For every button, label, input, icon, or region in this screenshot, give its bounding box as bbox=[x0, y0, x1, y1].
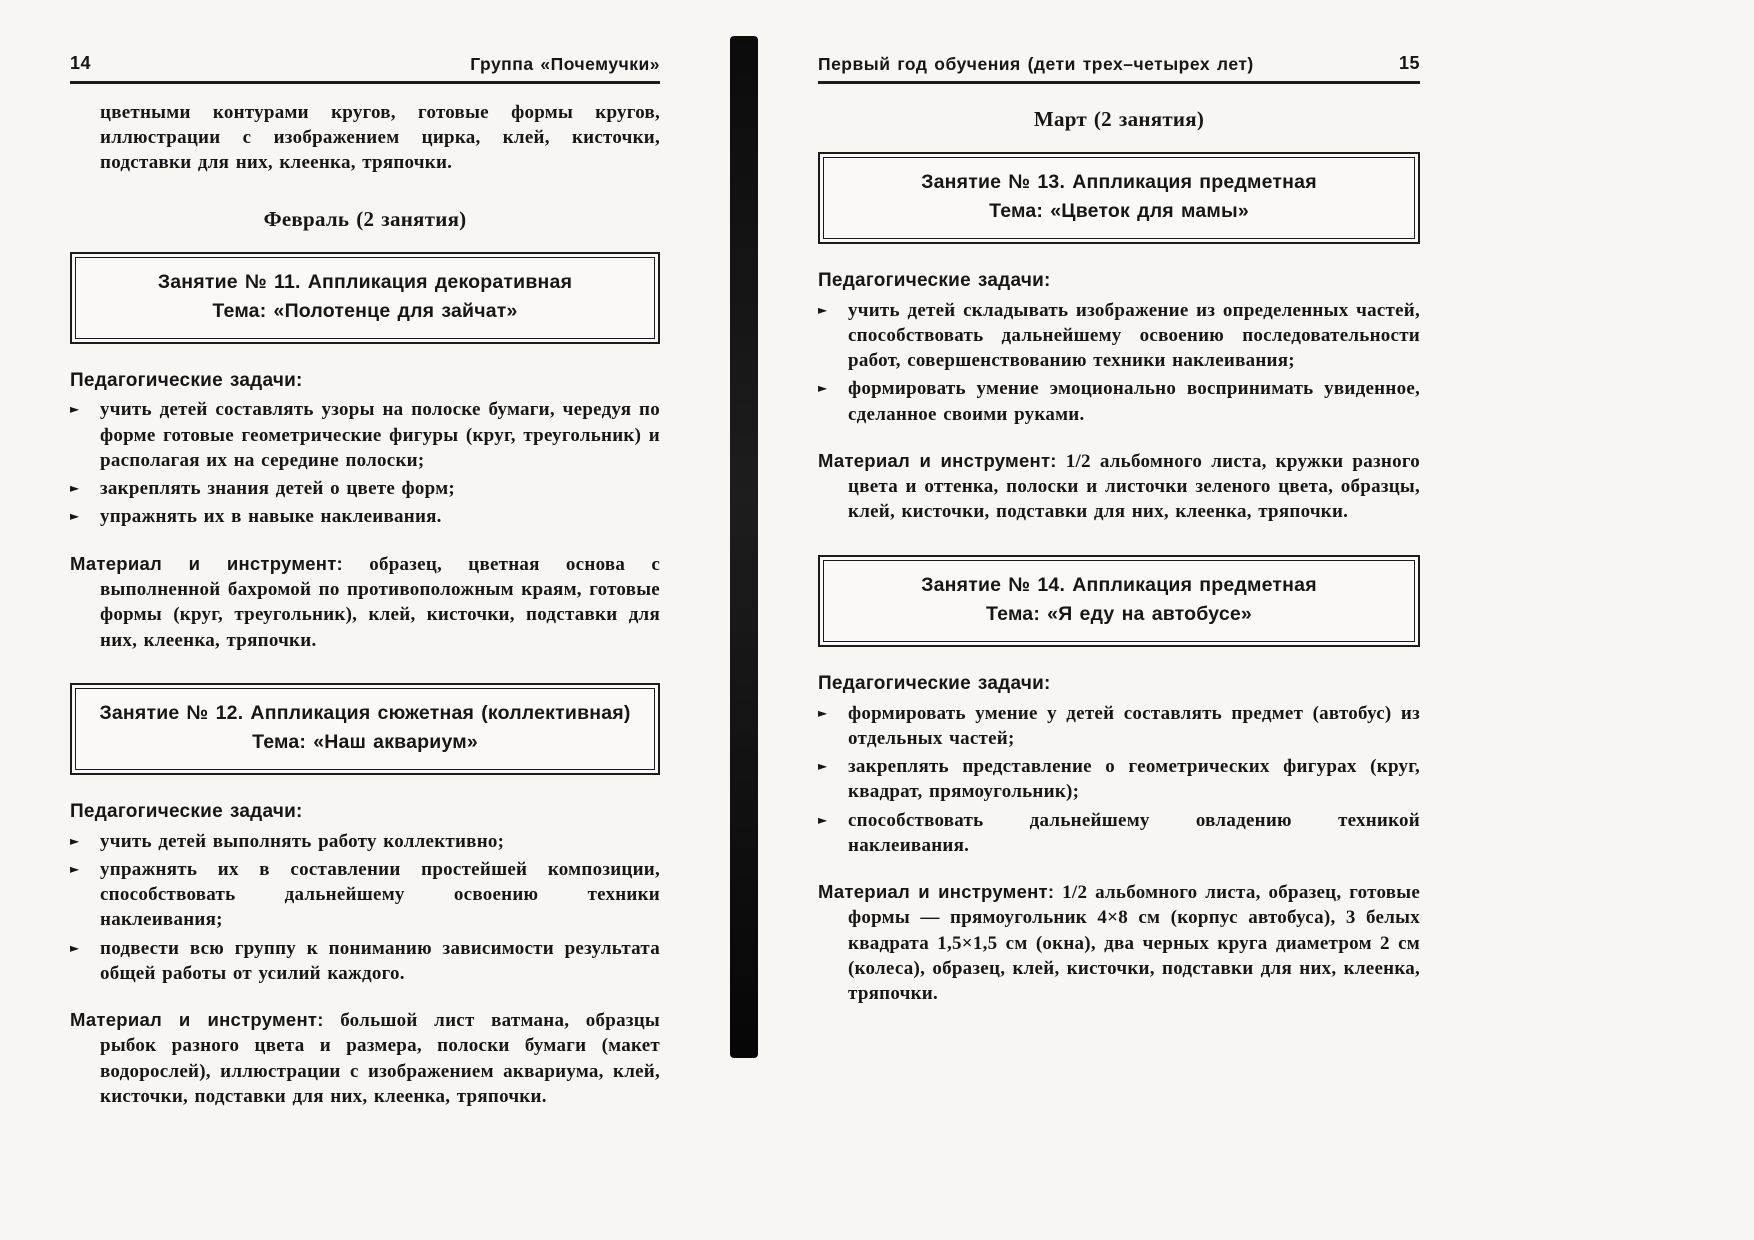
task-text: формировать умение у детей составлять предмет (автобус) из отдельных частей; bbox=[848, 702, 1420, 749]
task-item bbox=[70, 936, 660, 987]
materials-paragraph bbox=[818, 880, 1420, 1006]
task-text: упражнять их в составлении простейшей композиции, способствовать дальнейшему освоению техники наклеивания; bbox=[100, 858, 660, 931]
page-right bbox=[818, 52, 1420, 1006]
lesson-box-inner bbox=[75, 688, 655, 771]
triangle-bullet-icon: ► bbox=[818, 759, 828, 774]
tasks-list bbox=[818, 701, 1420, 859]
task-item bbox=[70, 476, 660, 501]
task-text: упражнять их в навыке наклеивания. bbox=[100, 506, 442, 528]
tasks-list bbox=[818, 298, 1420, 427]
task-item bbox=[70, 397, 660, 473]
triangle-bullet-icon: ► bbox=[818, 302, 828, 317]
month-heading: Март (2 занятия) bbox=[1033, 106, 1205, 131]
page-number: 15 bbox=[1398, 53, 1420, 73]
page-header-right bbox=[818, 52, 1420, 84]
task-text: формировать умение эмоционально воспринимать увиденное, сделанное своими руками. bbox=[848, 378, 1420, 425]
materials-text: большой лист ватмана, образцы рыбок разного цвета и размера, полоски бумаги (макет водорослей), иллюстрации с изображением аквариума, клей, кисточки, подставки для них, клеенка, тряпочки. bbox=[100, 1010, 661, 1107]
lesson-box-inner bbox=[75, 257, 655, 340]
materials-text: 1/2 альбомного листа, кружки разного цвета и оттенка, полоски и листочки зеленого цвета, образцы, клей, кисточки, подставки для них, клеенка, тряпочки. bbox=[848, 450, 1420, 523]
lesson-theme: Тема: «Я еду на автобусе» bbox=[986, 603, 1252, 625]
triangle-bullet-icon: ► bbox=[70, 402, 80, 417]
triangle-bullet-icon: ► bbox=[818, 705, 828, 720]
lesson-theme: Тема: «Цветок для мамы» bbox=[989, 200, 1249, 223]
task-text: закреплять знания детей о цвете форм; bbox=[100, 478, 455, 500]
task-text: способствовать дальнейшему овладению техникой наклеивания. bbox=[848, 809, 1420, 856]
materials-paragraph bbox=[818, 449, 1420, 525]
lesson-box-11 bbox=[70, 252, 660, 345]
lesson-box-inner bbox=[823, 560, 1415, 643]
lesson-title: Занятие № 13. Аппликация предметная bbox=[921, 170, 1317, 193]
materials-paragraph bbox=[70, 1008, 660, 1109]
task-item bbox=[70, 857, 660, 933]
month-heading: Февраль (2 занятия) bbox=[263, 206, 467, 231]
lesson-box-inner bbox=[823, 157, 1415, 240]
materials-label: Материал и инструмент: bbox=[70, 1009, 324, 1031]
task-text: учить детей складывать изображение из определенных частей, способствовать дальнейшему освоению последовательности работ, совершенствованию техники наклеивания; bbox=[848, 299, 1420, 372]
task-item bbox=[818, 376, 1420, 427]
lesson-title: Занятие № 11. Аппликация декоративная bbox=[157, 270, 573, 293]
page-header-left bbox=[70, 52, 660, 84]
triangle-bullet-icon: ► bbox=[818, 381, 828, 396]
tasks-list bbox=[70, 829, 660, 987]
triangle-bullet-icon: ► bbox=[818, 812, 828, 827]
task-item bbox=[818, 754, 1420, 805]
tasks-list bbox=[70, 397, 660, 529]
materials-label: Материал и инструмент: bbox=[70, 552, 343, 574]
task-text: подвести всю группу к пониманию зависимости результата общей работы от усилий каждого. bbox=[100, 937, 660, 984]
task-item bbox=[70, 504, 660, 529]
lesson-theme: Тема: «Наш аквариум» bbox=[252, 731, 478, 754]
task-item bbox=[70, 829, 660, 854]
page-number: 14 bbox=[70, 53, 92, 73]
task-item bbox=[818, 808, 1420, 859]
task-item bbox=[818, 298, 1420, 374]
triangle-bullet-icon: ► bbox=[70, 833, 80, 848]
lesson-box-12 bbox=[70, 683, 660, 776]
materials-text: образец, цветная основа с выполненной бахромой по противоположным краям, готовые формы (круг, треугольник), клей, кисточки, подставки для них, клеенка, тряпочки. bbox=[100, 553, 661, 651]
tasks-label: Педагогические задачи: bbox=[818, 270, 1051, 292]
lesson-theme: Тема: «Полотенце для зайчат» bbox=[212, 299, 518, 322]
book-gutter-shadow bbox=[730, 36, 758, 1058]
page-left bbox=[70, 52, 660, 1109]
running-head: Первый год обучения (дети трех–четырех лет) bbox=[818, 53, 1254, 74]
tasks-label: Педагогические задачи: bbox=[70, 370, 303, 392]
lesson-title: Занятие № 14. Аппликация предметная bbox=[921, 573, 1317, 596]
running-head: Группа «Почемучки» bbox=[470, 53, 660, 74]
lesson-box-14 bbox=[818, 555, 1420, 648]
triangle-bullet-icon: ► bbox=[70, 940, 80, 955]
tasks-label: Педагогические задачи: bbox=[70, 801, 303, 823]
task-text: учить детей составлять узоры на полоске бумаги, чередуя по форме готовые геометрические фигуры (круг, треугольник) и располагая их на середине полоски; bbox=[100, 399, 660, 471]
task-item bbox=[818, 701, 1420, 752]
triangle-bullet-icon: ► bbox=[70, 481, 80, 496]
task-text: закреплять представление о геометрических фигурах (круг, квадрат, прямоугольник); bbox=[848, 756, 1420, 803]
lesson-title: Занятие № 12. Аппликация сюжетная (коллективная) bbox=[99, 701, 631, 724]
task-text: учить детей выполнять работу коллективно; bbox=[100, 830, 505, 852]
triangle-bullet-icon: ► bbox=[70, 509, 80, 524]
materials-label: Материал и инструмент: bbox=[818, 881, 1055, 903]
materials-label: Материал и инструмент: bbox=[818, 449, 1057, 471]
continuation-paragraph: цветными контурами кругов, готовые формы кругов, иллюстрации с изображением цирка, клей, кисточки, подставки для них, клеенка, тряпочки. bbox=[100, 101, 660, 174]
tasks-label: Педагогические задачи: bbox=[818, 673, 1051, 695]
triangle-bullet-icon: ► bbox=[70, 861, 80, 876]
materials-paragraph bbox=[70, 552, 660, 653]
materials-text: 1/2 альбомного листа, образец, готовые формы — прямоугольник 4×8 см (корпус автобуса), 3 белых квадрата 1,5×1,5 см (окна), два черных круга диаметром 2 см (колеса), образец, клей, кисточки, подставки для них, клеенка, тряпочки. bbox=[848, 882, 1421, 1005]
lesson-box-13 bbox=[818, 152, 1420, 245]
